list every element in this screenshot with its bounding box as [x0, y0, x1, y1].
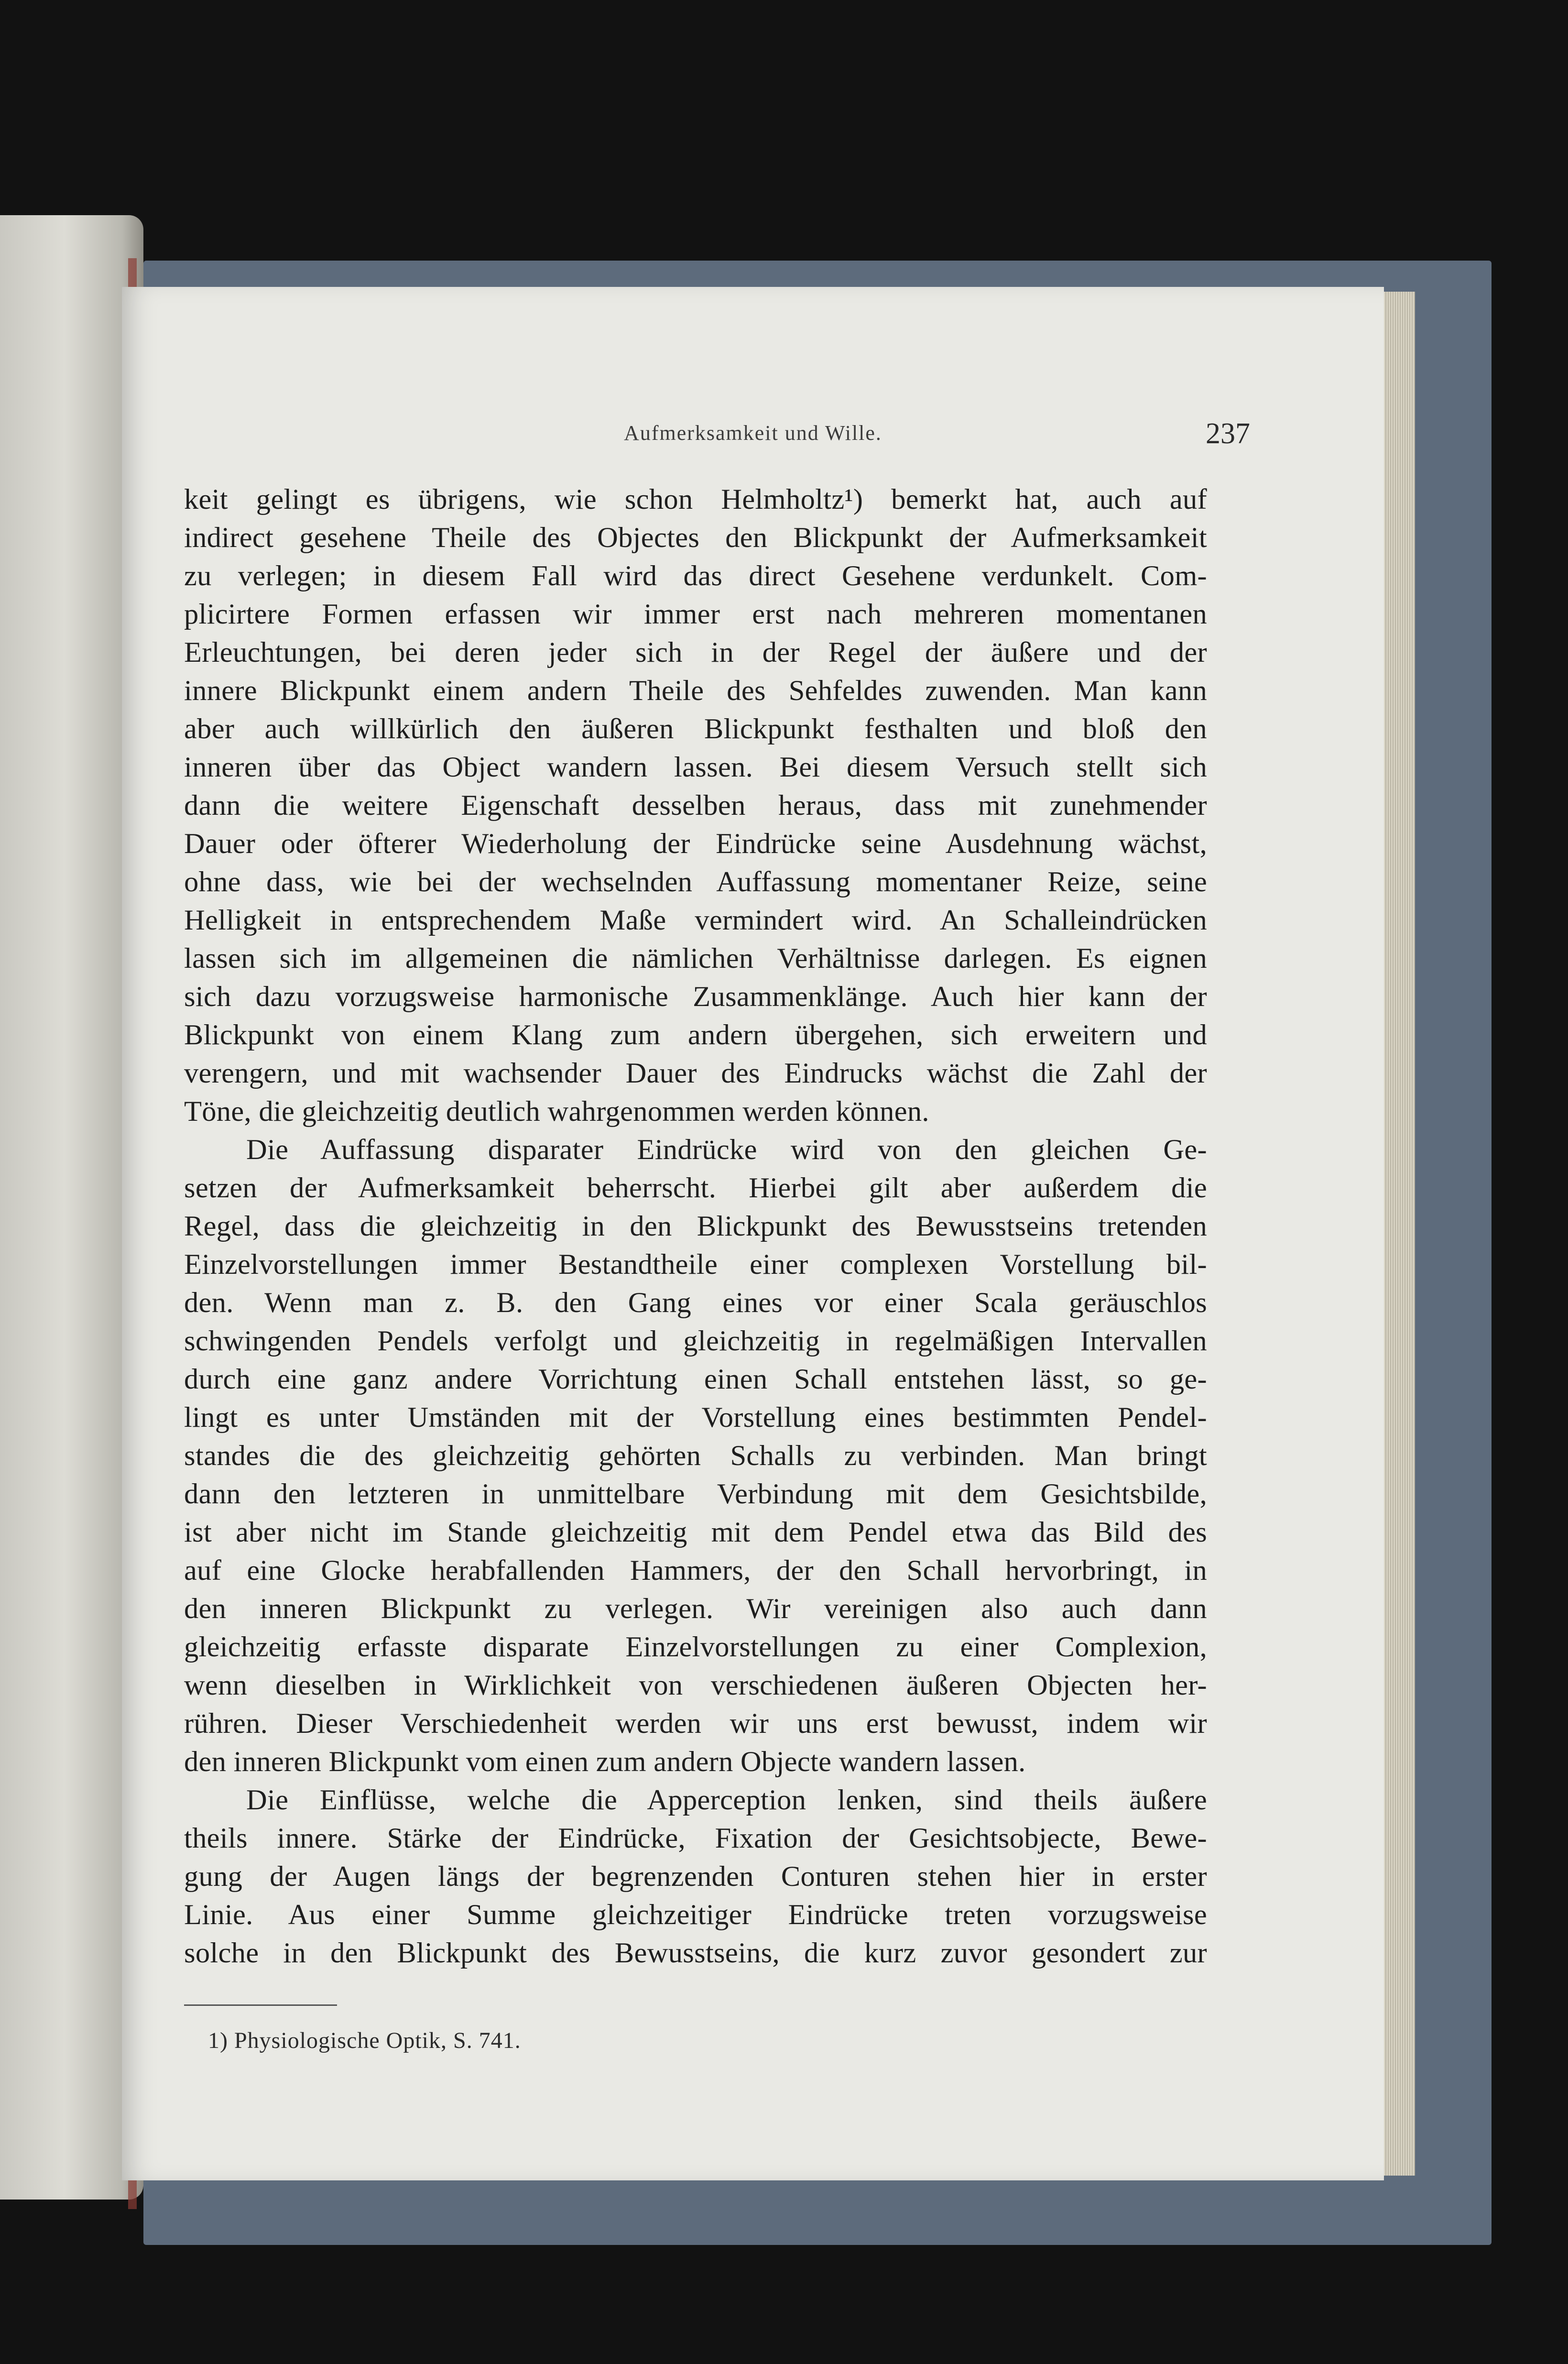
- text-line: Linie. Aus einer Summe gleichzeitiger Eindrücke treten vorzugsweise: [184, 1899, 1207, 1931]
- page-number: 237: [1206, 417, 1250, 450]
- text-line: schwingenden Pendels verfolgt und gleichzeitig in regelmäßigen Intervallen: [184, 1325, 1207, 1357]
- text-line: den. Wenn man z. B. den Gang eines vor einer Scala geräuschlos: [184, 1287, 1207, 1319]
- text-line: verengern, und mit wachsender Dauer des Eindrucks wächst die Zahl der: [184, 1057, 1207, 1089]
- text-line: zu verlegen; in diesem Fall wird das direct Gesehene verdunkelt. Com-: [184, 560, 1207, 592]
- text-line: indirect gesehene Theile des Objectes den Blickpunkt der Aufmerksamkeit: [184, 522, 1207, 554]
- text-line: Die Einflüsse, welche die Apperception lenken, sind theils äußere: [246, 1784, 1207, 1816]
- text-line: Helligkeit in entsprechendem Maße vermindert wird. An Schalleindrücken: [184, 904, 1207, 936]
- text-line: ohne dass, wie bei der wechselnden Auffassung momentaner Reize, seine: [184, 866, 1207, 898]
- text-line: sich dazu vorzugsweise harmonische Zusammenklänge. Auch hier kann der: [184, 981, 1207, 1013]
- text-line: keit gelingt es übrigens, wie schon Helmholtz¹) bemerkt hat, auch auf: [184, 483, 1207, 515]
- text-line: solche in den Blickpunkt des Bewusstseins, die kurz zuvor gesondert zur: [184, 1937, 1207, 1969]
- text-line: plicirtere Formen erfassen wir immer erst nach mehreren momentanen: [184, 598, 1207, 630]
- text-line: gung der Augen längs der begrenzenden Conturen stehen hier in erster: [184, 1861, 1207, 1893]
- text-line: aber auch willkürlich den äußeren Blickpunkt festhalten und bloß den: [184, 713, 1207, 745]
- text-line: Die Auffassung disparater Eindrücke wird von den gleichen Ge-: [246, 1134, 1207, 1166]
- text-line: Töne, die gleichzeitig deutlich wahrgenommen werden können.: [184, 1095, 929, 1127]
- body-text: [184, 481, 1207, 1972]
- text-line: den inneren Blickpunkt zu verlegen. Wir vereinigen also auch dann: [184, 1593, 1207, 1625]
- text-line: rühren. Dieser Verschiedenheit werden wir uns erst bewusst, indem wir: [184, 1707, 1207, 1740]
- text-line: theils innere. Stärke der Eindrücke, Fixation der Gesichtsobjecte, Bewe-: [184, 1822, 1207, 1854]
- text-line: Dauer oder öfterer Wiederholung der Eindrücke seine Ausdehnung wächst,: [184, 828, 1207, 860]
- text-line: lingt es unter Umständen mit der Vorstellung eines bestimmten Pendel-: [184, 1401, 1207, 1434]
- book-page: [122, 287, 1384, 2180]
- text-line: durch eine ganz andere Vorrichtung einen Schall entstehen lässt, so ge-: [184, 1363, 1207, 1395]
- text-line: Blickpunkt von einem Klang zum andern übergehen, sich erweitern und: [184, 1019, 1207, 1051]
- footnote: 1) Physiologische Optik, S. 741.: [208, 2028, 521, 2053]
- text-line: dann den letzteren in unmittelbare Verbindung mit dem Gesichtsbilde,: [184, 1478, 1207, 1510]
- text-line: setzen der Aufmerksamkeit beherrscht. Hierbei gilt aber außerdem die: [184, 1172, 1207, 1204]
- text-line: gleichzeitig erfasste disparate Einzelvorstellungen zu einer Complexion,: [184, 1631, 1207, 1663]
- text-line: Erleuchtungen, bei deren jeder sich in der Regel der äußere und der: [184, 636, 1207, 668]
- text-line: ist aber nicht im Stande gleichzeitig mit dem Pendel etwa das Bild des: [184, 1516, 1207, 1548]
- text-line: dann die weitere Eigenschaft desselben heraus, dass mit zunehmender: [184, 789, 1207, 821]
- text-line: inneren über das Object wandern lassen. Bei diesem Versuch stellt sich: [184, 751, 1207, 783]
- text-line: lassen sich im allgemeinen die nämlichen Verhältnisse darlegen. Es eignen: [184, 942, 1207, 974]
- page-header: [122, 417, 1384, 459]
- footnote-rule: [184, 2004, 337, 2006]
- text-line: wenn dieselben in Wirklichkeit von verschiedenen äußeren Objecten her-: [184, 1669, 1207, 1701]
- text-line: Regel, dass die gleichzeitig in den Blickpunkt des Bewusstseins tretenden: [184, 1210, 1207, 1242]
- text-line: innere Blickpunkt einem andern Theile des Sehfeldes zuwenden. Man kann: [184, 675, 1207, 707]
- running-head: Aufmerksamkeit und Wille.: [624, 421, 882, 445]
- text-line: Einzelvorstellungen immer Bestandtheile einer complexen Vorstellung bil-: [184, 1248, 1207, 1280]
- text-line: den inneren Blickpunkt vom einen zum andern Objecte wandern lassen.: [184, 1746, 1026, 1778]
- text-line: standes die des gleichzeitig gehörten Schalls zu verbinden. Man bringt: [184, 1440, 1207, 1472]
- text-line: auf eine Glocke herabfallenden Hammers, der den Schall hervorbringt, in: [184, 1554, 1207, 1587]
